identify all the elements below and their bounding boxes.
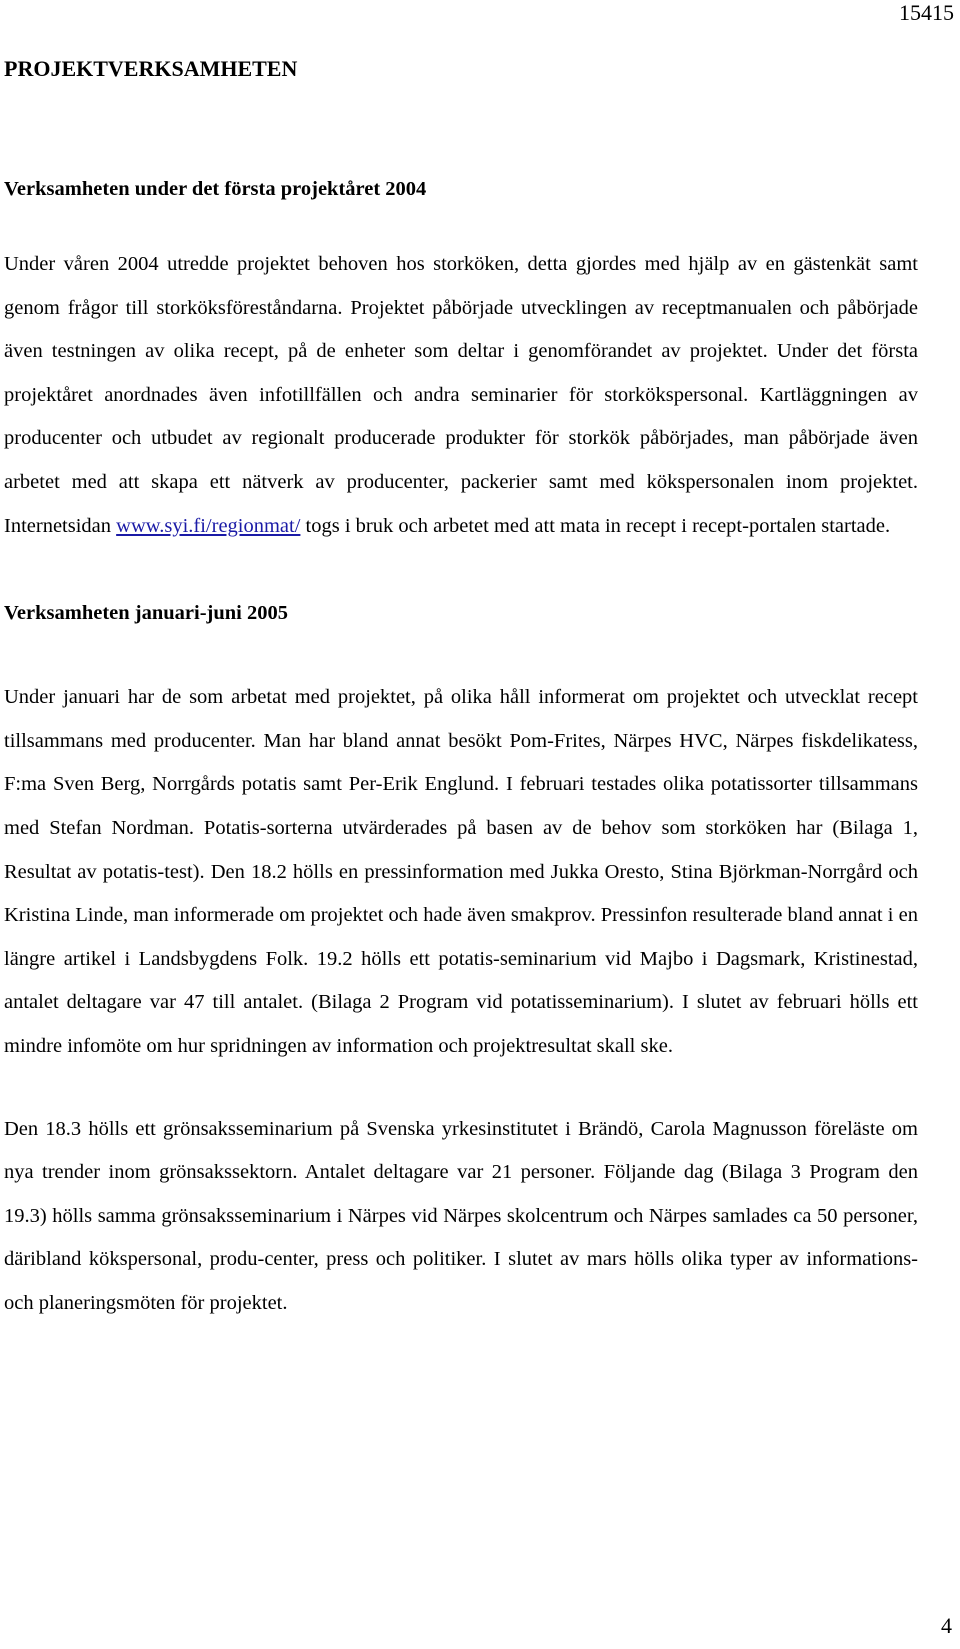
page-number: 4 xyxy=(941,1613,952,1638)
section-heading-2004: Verksamheten under det första projektåret 2004 xyxy=(4,178,427,200)
document-body xyxy=(4,52,918,1325)
section-2005-paragraph-2: Den 18.3 hölls ett grönsaksseminarium på Svenska yrkesinstitutet i Brändö, Carola Magnusson föreläste om nya trender inom grönsakssektorn. Antalet deltagare var 21 personer. Följande dag (Bilaga 3 Program den 19.3) hölls samma grönsaksseminarium i Närpes vid Närpes skolcentrum och Närpes samlades ca 50 personer, däribland kökspersonal, produ-center, press och politiker. I slutet av mars hölls olika typer av informations- och planeringsmöten för projektet. xyxy=(4,1117,918,1314)
section-2004-paragraph xyxy=(4,243,918,548)
regionmat-website-link[interactable]: www.syi.fi/regionmat/ xyxy=(116,514,301,537)
section-2005-paragraph-1: Under januari har de som arbetat med projektet, på olika håll informerat om projektet och utvecklat recept tillsammans med producenter. Man har bland annat besökt Pom-Frites, Närpes HVC, Närpes fiskdelikatess, F:ma Sven Berg, Norrgårds potatis samt Per-Erik Englund. I februari testades olika potatissorter tillsammans med Stefan Nordman. Potatis-sorterna utvärderades på basen av de behov som storköken har (Bilaga 1, Resultat av potatis-test). Den 18.2 hölls en pressinformation med Jukka Oresto, Stina Björkman-Norrgård och Kristina Linde, man informerade om projektet och hade även smakprov. Pressinfon resulterade bland annat i en längre artikel i Landsbygdens Folk. 19.2 hölls ett potatis-seminarium vid Majbo i Dagsmark, Kristinestad, antalet deltagare var 47 till antalet. (Bilaga 2 Program vid potatisseminarium). I slutet av februari hölls ett mindre infomöte om hur spridningen av information och projektresultat skall ske. xyxy=(4,686,918,1057)
document-id: 15415 xyxy=(899,0,954,25)
section-heading-2005: Verksamheten januari-juni 2005 xyxy=(4,602,288,625)
paragraph-text-before-link: Under våren 2004 utredde projektet behoven hos storköken, detta gjordes med hjälp av en gästenkät samt genom frågor till storköksföreståndarna. Projektet påbörjade utvecklingen av receptmanualen och påbörjade även testningen av olika recept, på de enheter som deltar i genomförandet av projektet. Under det första projektåret anordnades även infotillfällen och andra seminarier för storkökspersonal. Kartläggningen av producenter och utbudet av regionalt producerade produkter för storkök påbörjades, man påbörjade även arbetet med att skapa ett nätverk av producenter, packerier samt med kökspersonalen inom projektet. Internetsidan xyxy=(4,253,918,537)
paragraph-text-after-link: togs i bruk och arbetet med att mata in recept i recept-portalen startade. xyxy=(300,514,891,537)
document-title: PROJEKTVERKSAMHETEN xyxy=(4,56,298,81)
